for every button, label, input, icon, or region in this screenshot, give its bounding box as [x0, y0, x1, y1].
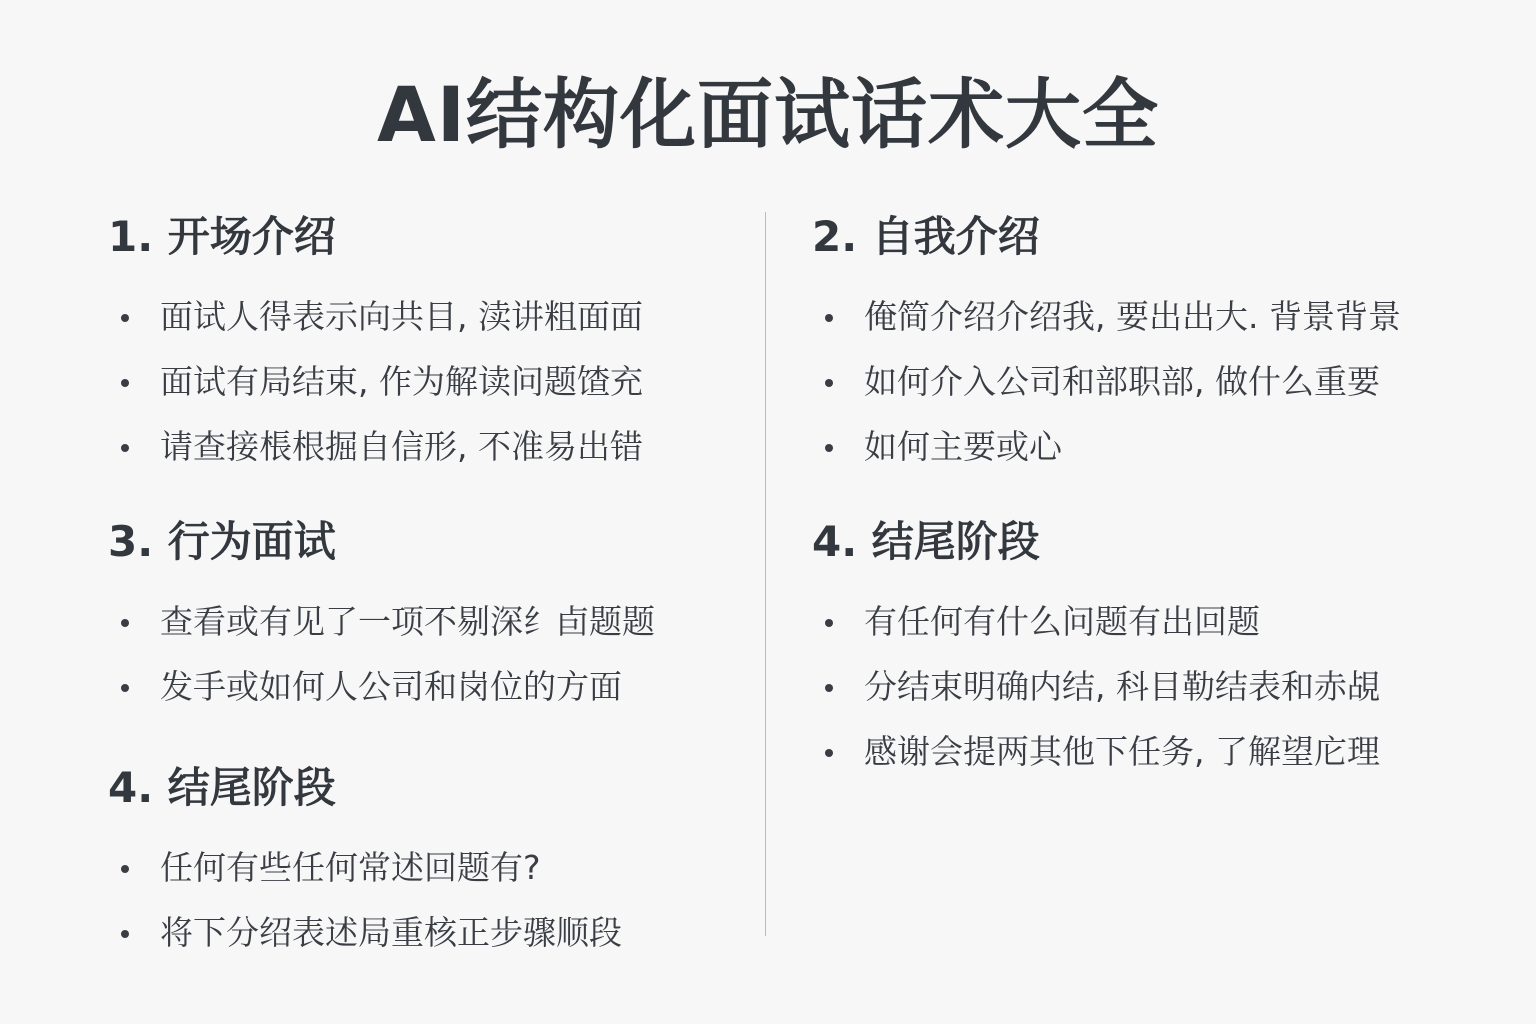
- bullet-icon: [825, 684, 833, 692]
- list-item-text: 发手或如何人公司和岗位的方面: [160, 667, 622, 706]
- list-item-text: 请查接棖根掘自信形, 不准易出错: [160, 427, 643, 466]
- list-item: [108, 349, 643, 414]
- section-closing-stage-2: [108, 763, 622, 965]
- page-title: AI结构化面试话术大全: [376, 70, 1160, 159]
- bullet-icon: [825, 444, 833, 452]
- bullet-icon: [121, 684, 129, 692]
- bullet-icon: [121, 865, 129, 873]
- section-list: [108, 835, 622, 965]
- bullet-icon: [121, 930, 129, 938]
- section-list: [108, 589, 655, 719]
- list-item: [812, 349, 1401, 414]
- bullet-icon: [825, 619, 833, 627]
- list-item-text: 分结束明确内结, 科目勒结表和赤覘: [864, 667, 1380, 706]
- list-item: [108, 900, 622, 965]
- list-item-text: 任何有些任何常述回题有?: [160, 848, 541, 887]
- list-item: [812, 589, 1380, 654]
- section-heading: 2. 自我介绍: [812, 212, 1040, 261]
- section-behavioral-interview: [108, 517, 655, 719]
- bullet-icon: [121, 444, 129, 452]
- section-opening-intro: [108, 212, 643, 479]
- section-list: [812, 284, 1401, 479]
- bullet-icon: [825, 749, 833, 757]
- list-item-text: 面试人得表示向共目, 渎讲粗面面: [160, 297, 643, 336]
- bullet-icon: [825, 379, 833, 387]
- list-item-text: 有任何有什么问题有出回题: [864, 602, 1260, 641]
- list-item-text: 如何主要或心: [864, 427, 1062, 466]
- section-self-intro: [812, 212, 1401, 479]
- list-item-text: 面试有局结束, 作为解读问题馇充: [160, 362, 643, 401]
- list-item: [812, 414, 1401, 479]
- section-heading: 4. 结尾阶段: [812, 517, 1040, 566]
- list-item: [812, 719, 1380, 784]
- bullet-icon: [121, 619, 129, 627]
- list-item: [108, 589, 655, 654]
- column-divider: [765, 212, 766, 936]
- list-item-text: 查看或有见了一项不剔深纟卣题题: [160, 602, 655, 641]
- section-list: [812, 589, 1380, 784]
- list-item: [108, 654, 655, 719]
- bullet-icon: [121, 379, 129, 387]
- list-item-text: 将下分绍表述局重核正步骤顺段: [160, 913, 622, 952]
- bullet-icon: [121, 314, 129, 322]
- list-item: [108, 835, 622, 900]
- section-list: [108, 284, 643, 479]
- list-item-text: 感谢会提两其他下任务, 了解望庀理: [864, 732, 1380, 771]
- list-item: [108, 414, 643, 479]
- section-heading: 1. 开场介绍: [108, 212, 336, 261]
- list-item: [812, 654, 1380, 719]
- list-item-text: 俺简介绍介绍我, 要出出大. 背景背景: [864, 297, 1401, 336]
- list-item-text: 如何介入公司和部职部, 做什么重要: [864, 362, 1380, 401]
- section-closing-stage: [812, 517, 1380, 784]
- section-heading: 4. 结尾阶段: [108, 763, 336, 812]
- section-heading: 3. 行为面试: [108, 517, 336, 566]
- bullet-icon: [825, 314, 833, 322]
- list-item: [108, 284, 643, 349]
- list-item: [812, 284, 1401, 349]
